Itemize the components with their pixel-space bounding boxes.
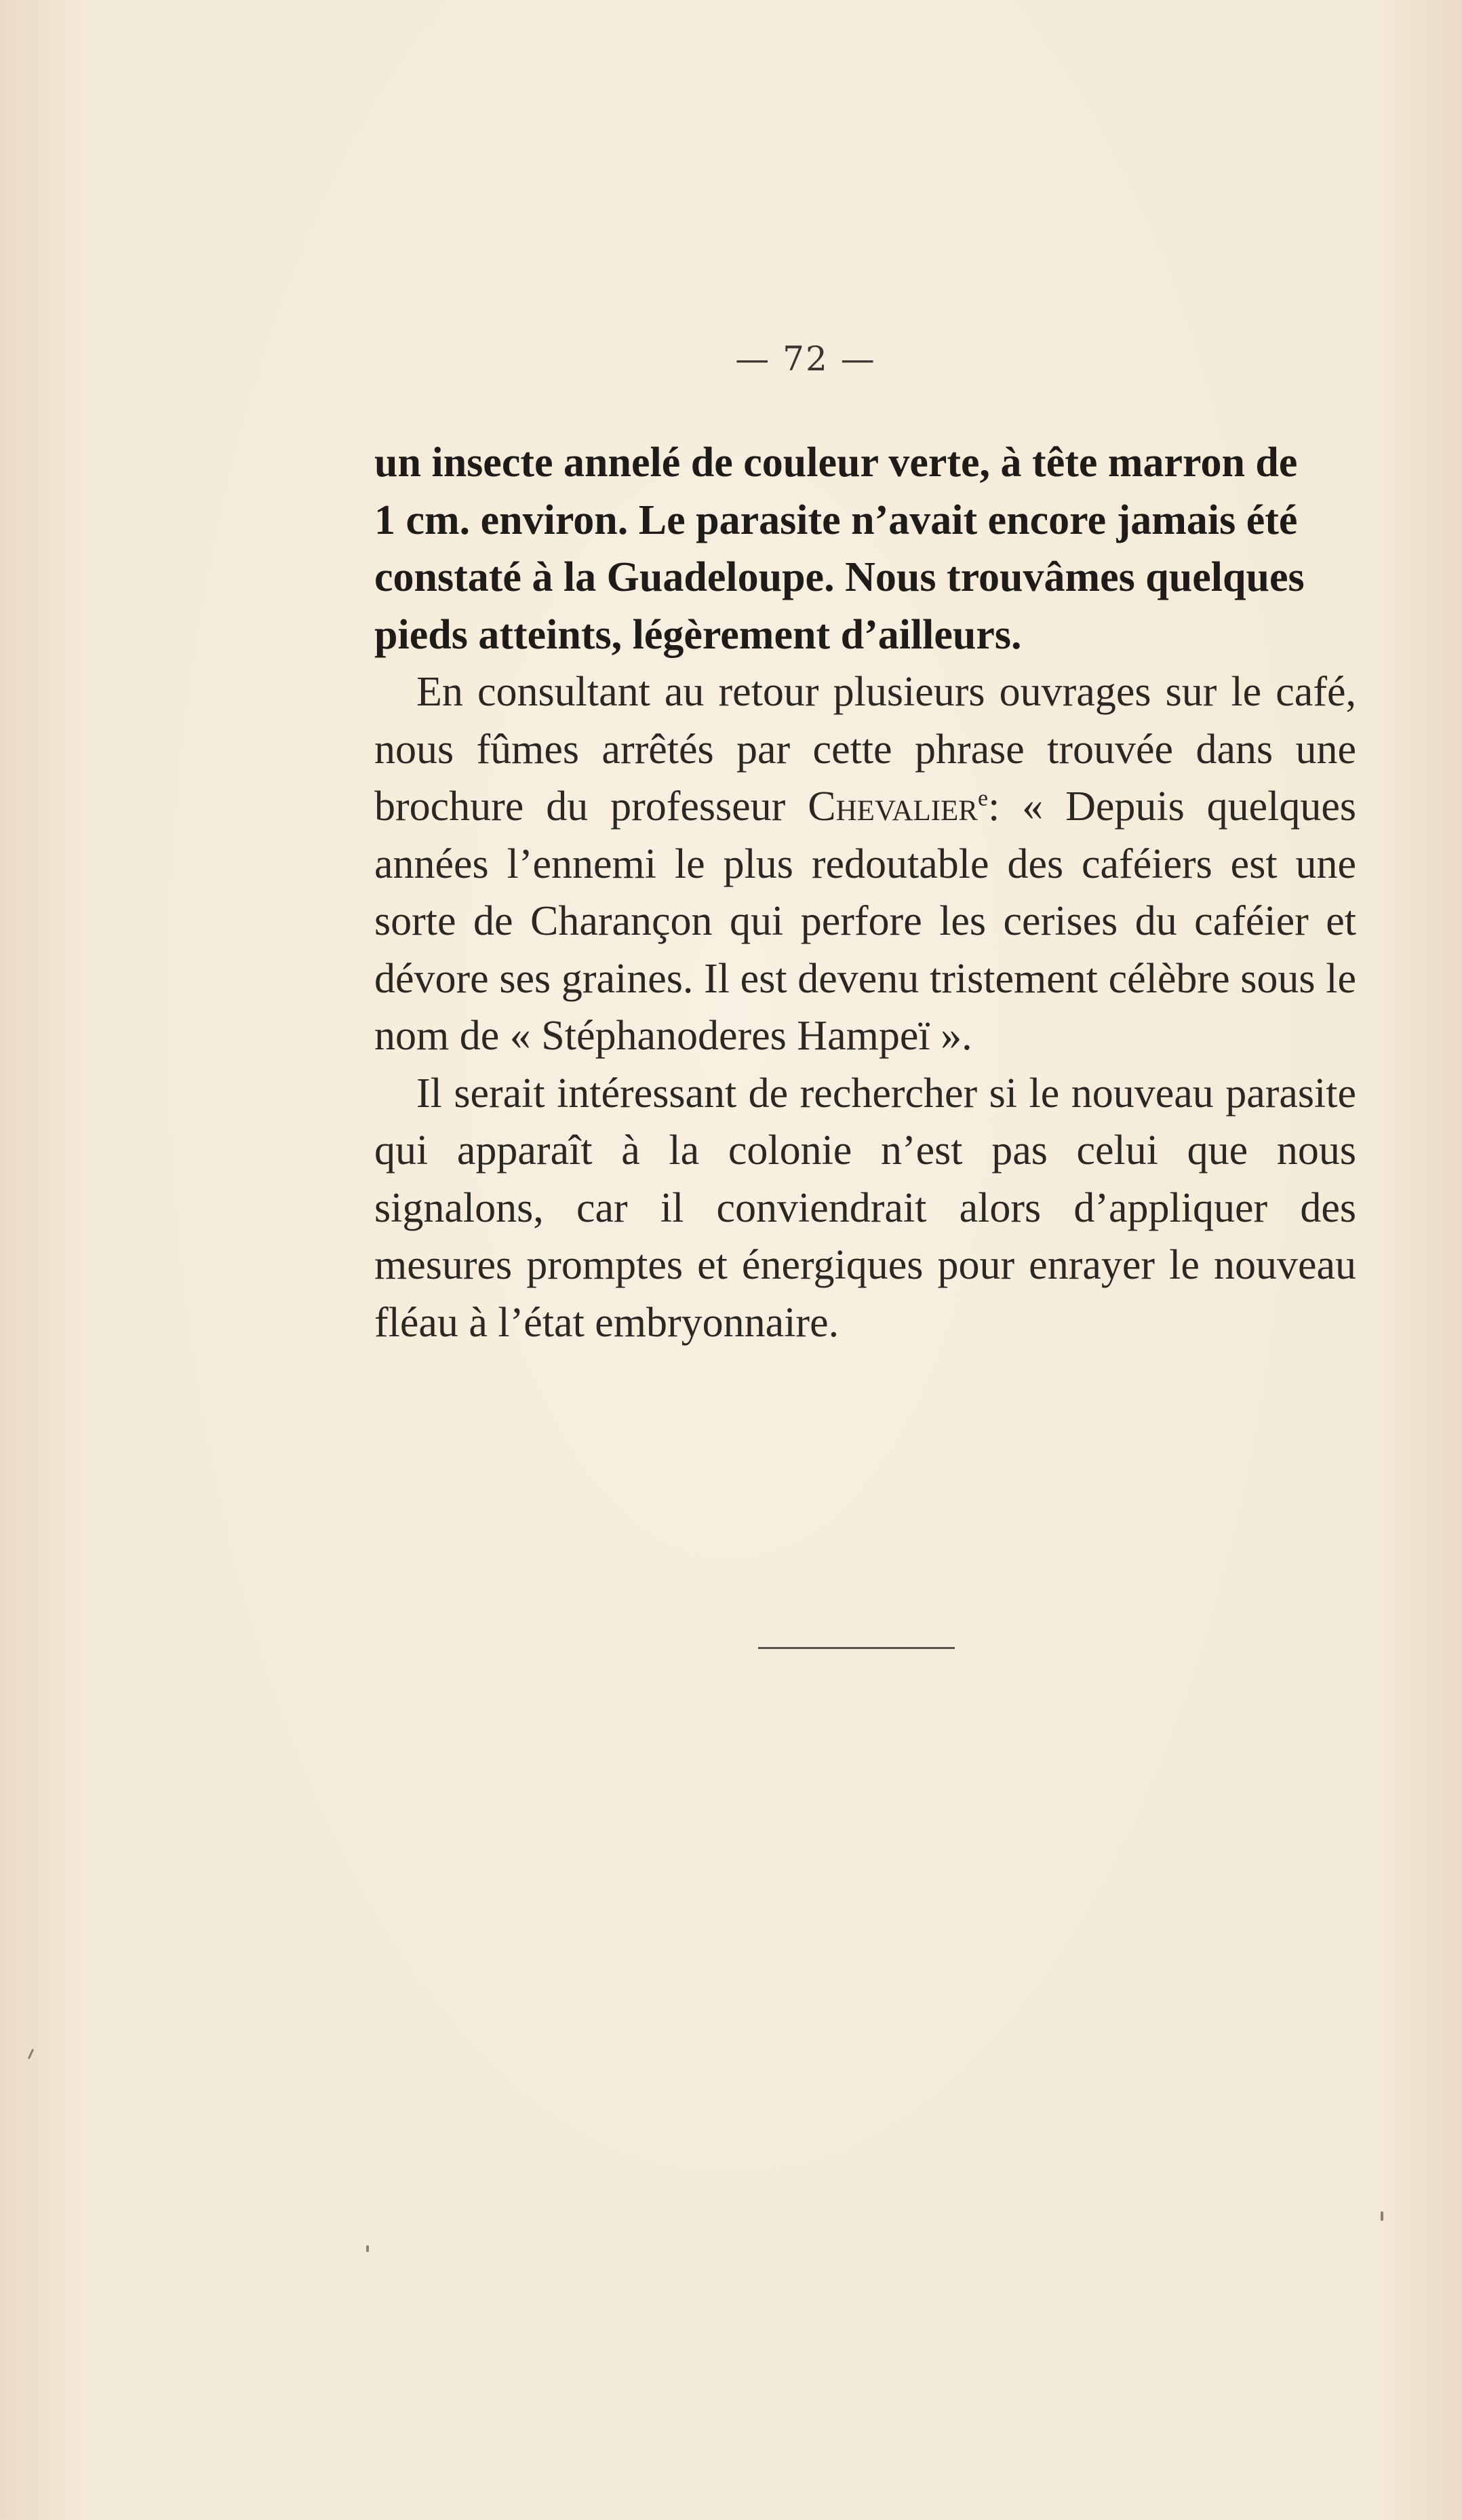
page-number: — 72 —	[735, 339, 876, 379]
paragraph-1	[374, 434, 1356, 663]
author-name: Chevalier	[808, 783, 978, 830]
body-text	[374, 434, 1356, 1351]
paragraph-2	[374, 663, 1356, 1065]
paragraph-1-line-2: 1 cm. environ. Le parasite n’avait encore jamais été	[374, 497, 1298, 543]
paragraph-1-line-3: constaté à la Guadeloupe. Nous trouvâmes quelques	[374, 554, 1305, 600]
paper-speck	[366, 2245, 369, 2252]
author-name-superscript: e	[978, 786, 989, 811]
paragraph-1-line-4: pieds atteints, légèrement d’ailleurs.	[374, 611, 1022, 658]
paragraph-1-line-1: un insecte annelé de couleur verte, à tête marron de	[374, 440, 1298, 486]
paragraph-3: Il serait intéressant de rechercher si le nouveau parasite qui apparaît à la colonie n’est pas celui que nous signalons, car il conviendrait alors d’appliquer des mesures promptes et énergiques pour enrayer le nouveau fléau à l’état embryonnaire.	[374, 1070, 1356, 1346]
paragraph-2-text-end: : « Depuis quelques années l’ennemi le plus redoutable des caféiers est une sorte de Charançon qui perfore les cerises du caféier et dévore ses graines. Il est devenu tristement célèbre sous le nom de « Stéphanoderes Hampeï ».	[374, 783, 1357, 1059]
paper-speck	[1381, 2211, 1383, 2221]
paragraph-2-text-start: En consultant au retour plusieurs ouvrages sur le café, nous fûmes arrêtés par cette phrase trouvée dans une brochure du professeur	[374, 669, 1356, 830]
end-rule	[758, 1647, 955, 1649]
paper-speck	[28, 2049, 34, 2059]
